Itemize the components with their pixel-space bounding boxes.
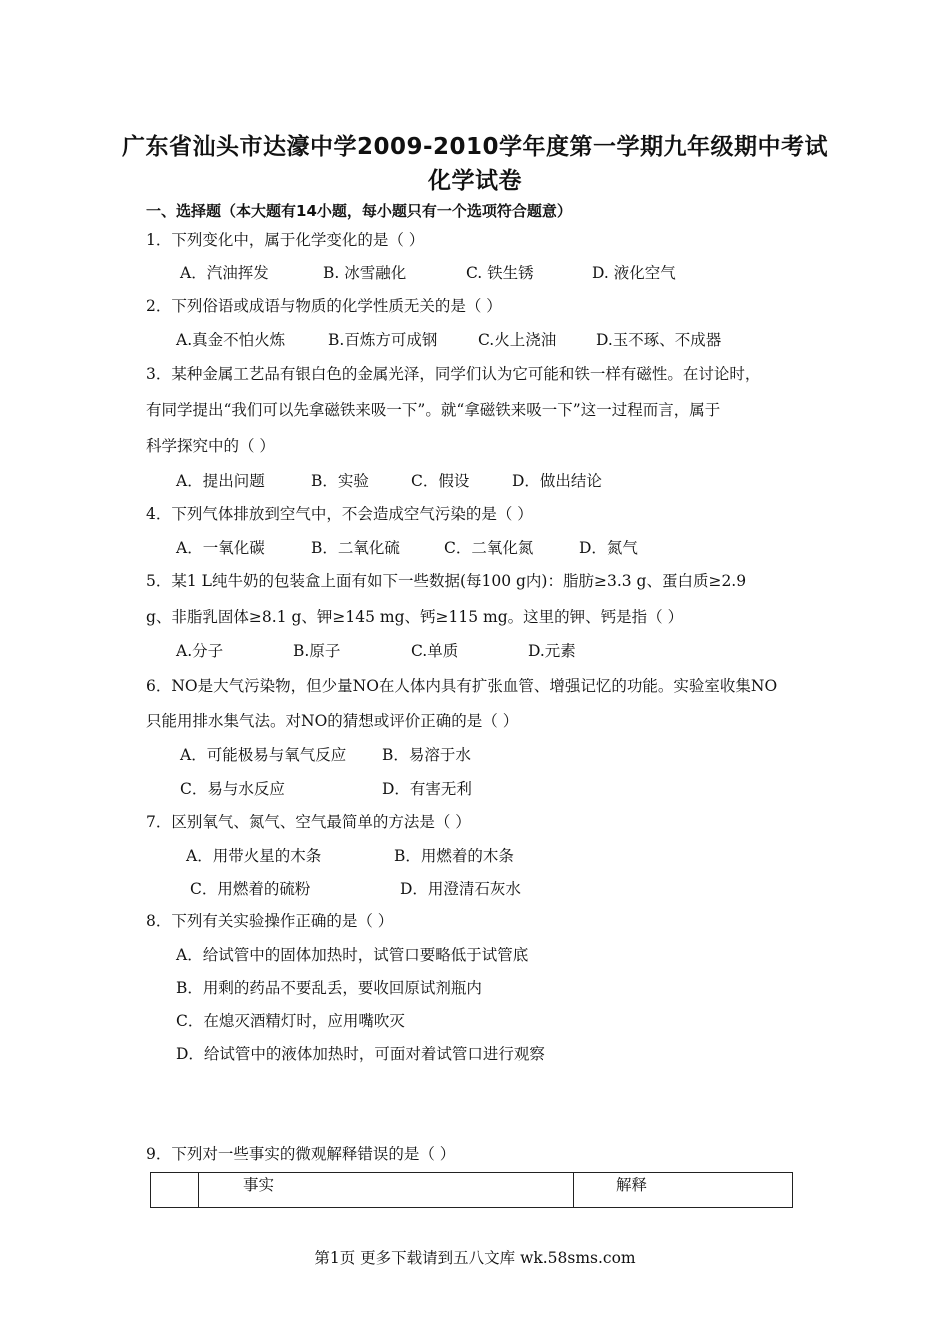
q7-option-a: A．用带火星的木条 bbox=[186, 847, 322, 865]
q3-option-c: C．假设 bbox=[411, 472, 470, 490]
q4-option-b: B．二氧化硫 bbox=[311, 539, 400, 557]
q6-option-d: D．有害无利 bbox=[382, 780, 472, 798]
q4-option-d: D．氮气 bbox=[579, 539, 638, 557]
q5-option-a: A.分子 bbox=[176, 642, 224, 660]
exam-title: 广东省汕头市达濠中学2009-2010学年度第一学期九年级期中考试 bbox=[121, 134, 829, 160]
q2-option-c: C.火上浇油 bbox=[478, 331, 557, 349]
q3-option-a: A．提出问题 bbox=[176, 472, 265, 490]
q8-option-c: C．在熄灭酒精灯时，应用嘴吹灭 bbox=[176, 1012, 405, 1030]
question-1: 1．下列变化中，属于化学变化的是（ ） bbox=[146, 231, 425, 249]
q4-option-a: A．一氧化碳 bbox=[176, 539, 265, 557]
question-3-line-2: 有同学提出“我们可以先拿磁铁来吸一下”。就“拿磁铁来吸一下”这一过程而言，属于 bbox=[146, 401, 721, 419]
q8-option-a: A．给试管中的固体加热时，试管口要略低于试管底 bbox=[176, 946, 529, 964]
q6-option-c: C．易与水反应 bbox=[180, 780, 285, 798]
table-header-explanation: 解释 bbox=[574, 1173, 793, 1208]
q2-option-d: D.玉不琢、不成器 bbox=[596, 331, 722, 349]
question-6-line-1: 6．NO是大气污染物，但少量NO在人体内具有扩张血管、增强记忆的功能。实验室收集NO bbox=[146, 677, 778, 695]
q3-option-d: D．做出结论 bbox=[512, 472, 602, 490]
q1-option-c: C. 铁生锈 bbox=[466, 264, 534, 282]
question-3-line-3: 科学探究中的（ ） bbox=[146, 437, 275, 455]
q7-option-c: C．用燃着的硫粉 bbox=[190, 880, 311, 898]
table-cell-index bbox=[151, 1173, 199, 1208]
question-2: 2．下列俗语或成语与物质的化学性质无关的是（ ） bbox=[146, 297, 502, 315]
q7-option-d: D．用澄清石灰水 bbox=[400, 880, 521, 898]
q5-option-b: B.原子 bbox=[293, 642, 341, 660]
q7-option-b: B．用燃着的木条 bbox=[394, 847, 514, 865]
table-header-row bbox=[151, 1173, 793, 1208]
q1-option-a: A．汽油挥发 bbox=[180, 264, 269, 282]
q2-option-a: A.真金不怕火炼 bbox=[176, 331, 286, 349]
q9-table bbox=[150, 1172, 793, 1208]
page-footer: 第1页 更多下载请到五八文库 wk.58sms.com bbox=[314, 1249, 636, 1267]
question-5-line-1: 5．某1 L纯牛奶的包装盒上面有如下一些数据(每100 g内)：脂肪≥3.3 g、蛋白质≥2.9 bbox=[146, 572, 747, 590]
q8-option-d: D．给试管中的液体加热时，可面对着试管口进行观察 bbox=[176, 1045, 545, 1063]
q1-option-d: D. 液化空气 bbox=[592, 264, 676, 282]
exam-subtitle: 化学试卷 bbox=[428, 168, 522, 194]
question-6-line-2: 只能用排水集气法。对NO的猜想或评价正确的是（ ） bbox=[146, 712, 519, 730]
q3-option-b: B．实验 bbox=[311, 472, 369, 490]
q6-option-a: A．可能极易与氧气反应 bbox=[180, 746, 347, 764]
q1-option-b: B. 冰雪融化 bbox=[323, 264, 407, 282]
question-7: 7．区别氧气、氮气、空气最简单的方法是（ ） bbox=[146, 813, 471, 831]
q6-option-b: B．易溶于水 bbox=[382, 746, 471, 764]
question-3-line-1: 3．某种金属工艺品有银白色的金属光泽，同学们认为它可能和铁一样有磁性。在讨论时， bbox=[146, 365, 761, 383]
question-5-line-2: g、非脂乳固体≥8.1 g、钾≥145 mg、钙≥115 mg。这里的钾、钙是指（ ） bbox=[146, 608, 684, 626]
q4-option-c: C．二氧化氮 bbox=[444, 539, 534, 557]
table-header-fact: 事实 bbox=[199, 1173, 574, 1208]
section-heading: 一、选择题（本大题有14小题，每小题只有一个选项符合题意） bbox=[146, 202, 572, 220]
q5-option-c: C.单质 bbox=[411, 642, 459, 660]
question-8: 8．下列有关实验操作正确的是（ ） bbox=[146, 912, 394, 930]
q5-option-d: D.元素 bbox=[528, 642, 576, 660]
q2-option-b: B.百炼方可成钢 bbox=[328, 331, 438, 349]
question-4: 4．下列气体排放到空气中，不会造成空气污染的是（ ） bbox=[146, 505, 533, 523]
question-9: 9．下列对一些事实的微观解释错误的是（ ） bbox=[146, 1145, 456, 1163]
q8-option-b: B．用剩的药品不要乱丢，要收回原试剂瓶内 bbox=[176, 979, 482, 997]
